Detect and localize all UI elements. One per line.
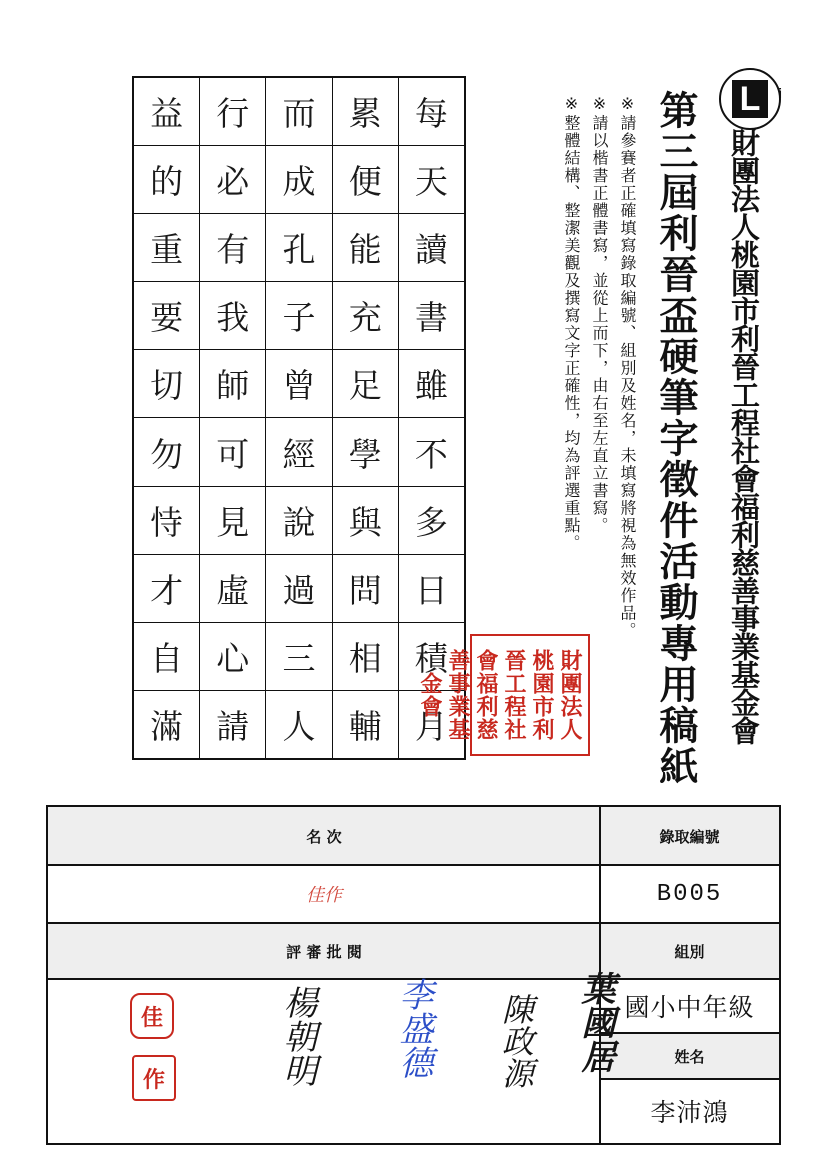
grid-cell: 輔 [348,706,382,746]
grid-cell: 天 [399,146,464,214]
foundation-logo [719,68,781,130]
grid-cell: 虛 [200,555,265,623]
logo-mark [732,80,782,118]
grid-cell: 書 [399,282,464,350]
seal-column: 金會 [417,672,443,718]
seal-column: 桃園市利 [529,649,555,741]
grid-cell: 過 [266,555,331,623]
grid-cell: 雖 [399,350,464,418]
table-rule [48,922,779,924]
grid-cell: 三 [266,623,331,691]
grid-cell: 必 [200,146,265,214]
grid-cell: 心 [200,623,265,691]
table-rule [48,864,779,866]
judge-signature: 李盛德 [393,977,433,1079]
seal-column: 會福利慈 [473,649,499,741]
grid-column-3 [265,78,331,758]
grid-cell: 恃 [134,487,199,555]
grid-cell: 充 [333,282,398,350]
grid-cell: 的 [134,146,199,214]
grid-column-5 [134,78,199,758]
table-rule [600,1032,779,1034]
logo-small-letter: i [778,85,782,101]
grid-cell: 多 [399,487,464,555]
grid-cell: 有 [200,214,265,282]
grid-cell: 足 [333,350,398,418]
grid-column-2 [332,78,398,758]
name-header: 姓名 [600,1033,779,1079]
note-1: ※請參賽者正確填寫錄取編號、組別及姓名，未填寫將視為無效作品。 [618,94,637,640]
grid-cell: 曾 [266,350,331,418]
name-value: 李沛鴻 [650,1098,729,1127]
table-rule [600,1078,779,1080]
seal-column: 晉工程社 [501,649,527,741]
grid-cell: 而 [266,78,331,146]
grid-cell: 經 [266,418,331,486]
grid-cell: 便 [333,146,398,214]
grid-cell: 成 [266,146,331,214]
judge-signature: 葉國居 [575,971,615,1073]
grid-cell: 日 [399,555,464,623]
grid-cell: 說 [266,487,331,555]
grid-cell: 子 [266,282,331,350]
rank-value: 佳作 [306,885,342,906]
foundation-seal [417,634,590,756]
grid-cell: 師 [200,350,265,418]
form-title: 第三屆利晉盃硬筆字徵件活動專用稿紙 [653,90,698,787]
grid-cell: 勿 [134,418,199,486]
grid-cell: 行 [200,78,265,146]
grid-cell: 見 [200,487,265,555]
grid-cell: 不 [399,418,464,486]
grid-column-4 [199,78,265,758]
seal-column: 善事業基 [445,649,471,741]
grid-cell: 才 [134,555,199,623]
id-header: 錄取編號 [600,807,779,865]
grid-cell: 人 [282,706,316,746]
grid-cell: 與 [333,487,398,555]
judge-seal: 作 [132,1055,176,1101]
review-header: 評 審 批 閱 [48,923,600,979]
grid-cell: 相 [333,623,398,691]
judge-seal: 佳 [130,993,174,1039]
evaluation-table [46,805,781,1145]
grid-cell: 要 [134,282,199,350]
rank-header: 名 次 [48,807,600,865]
grid-cell: 切 [134,350,199,418]
logo-letter: L [739,80,761,118]
grid-cell: 我 [200,282,265,350]
seal-column: 財團法人 [557,649,583,741]
grid-cell: 重 [134,214,199,282]
grid-cell: 滿 [150,706,184,746]
grid-cell: 孔 [266,214,331,282]
grid-cell: 自 [134,623,199,691]
id-value: B005 [656,880,723,908]
grid-cell: 能 [333,214,398,282]
grid-cell: 益 [134,78,199,146]
judge-signature: 陳政源 [497,993,535,1089]
grid-cell: 問 [333,555,398,623]
grid-cell: 月 [414,706,448,746]
note-2: ※請以楷書正體書寫，並從上而下，由右至左直立書寫。 [590,94,609,535]
group-header: 組別 [600,923,779,979]
grid-cell: 累 [333,78,398,146]
judge-signature: 楊朝明 [277,985,317,1087]
grid-cell: 請 [216,706,250,746]
grid-cell: 讀 [399,214,464,282]
grid-cell: 學 [333,418,398,486]
note-3: ※整體結構、整潔美觀及撰寫文字正確性，均為評選重點。 [562,94,581,552]
group-value: 國小中年級 [624,993,755,1022]
grid-cell: 積 [399,623,464,691]
grid-cell: 可 [200,418,265,486]
foundation-name: 財團法人桃園市利晉工程社會福利慈善事業基金會 [727,128,761,744]
grid-cell: 每 [399,78,464,146]
